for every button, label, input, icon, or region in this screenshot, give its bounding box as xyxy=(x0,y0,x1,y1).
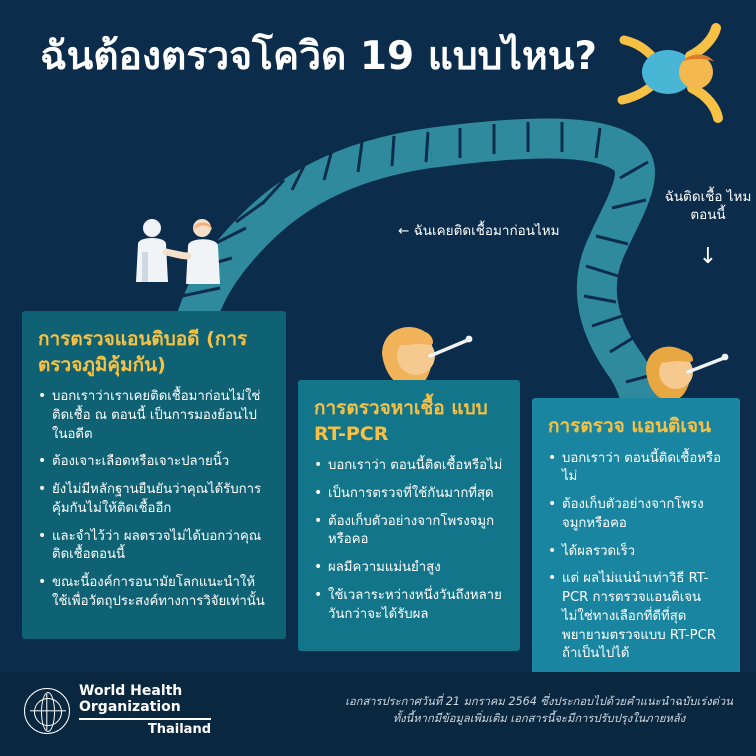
list-item: • ต้องเก็บตัวอย่างจากโพรงจมูกหรือคอ xyxy=(548,496,724,533)
card-antigen-test xyxy=(532,398,740,691)
who-emblem-icon xyxy=(24,688,70,734)
list-item: • และจำไว้ว่า ผลตรวจไม่ได้บอกว่าคุณติดเชื้อตอนนี้ xyxy=(38,528,270,565)
list-item: • แต่ ผลไม่แน่นำเท่าวิธี RT-PCR การตรวจแอนติเจนไม่ใช่ทางเลือกที่ดีที่สุด พยายามตรวจแบบ RT-PCR ถ้าเป็นไปได้ xyxy=(548,570,724,664)
list-item: • ต้องเจาะเลือดหรือเจาะปลายนิ้ว xyxy=(38,453,270,472)
who-org-line-2: Organization xyxy=(79,698,181,715)
card-rtpcr-heading: การตรวจหาเชื้อ แบบ RT-PCR xyxy=(314,397,488,445)
card-antigen-list xyxy=(548,450,724,664)
arrow-down-icon: ↓ xyxy=(698,244,718,270)
list-item: • เป็นการตรวจที่ใช้กันมากที่สุด xyxy=(314,485,504,504)
who-country-label: Thailand xyxy=(147,721,211,737)
illustration-person-top xyxy=(598,22,726,142)
who-logo-divider xyxy=(79,718,211,719)
list-item: • ยังไม่มีหลักฐานยืนยันว่าคุณได้รับการคุ้มกันไม่ให้ติดเชื้ออีก xyxy=(38,481,270,518)
card-rtpcr-test xyxy=(298,380,520,651)
list-item: • ผลมีความแม่นยำสูง xyxy=(314,559,504,578)
list-item: • ต้องเก็บตัวอย่างจากโพรงจมูกหรือคอ xyxy=(314,513,504,550)
who-logo xyxy=(24,684,211,737)
list-item: • บอกเราว่า ตอนนี้ติดเชื้อหรือไม่ xyxy=(548,450,724,487)
annotation-current-infection xyxy=(662,188,754,272)
illustration-two-people xyxy=(128,212,238,296)
card-antibody-list xyxy=(38,388,270,611)
list-item: • บอกเราว่า ตอนนี้ติดเชื้อหรือไม่ xyxy=(314,457,504,476)
who-logo-text xyxy=(79,684,211,737)
card-antibody-test xyxy=(22,311,286,639)
card-antibody-heading: การตรวจแอนติบอดี (การตรวจภูมิคุ้มกัน) xyxy=(38,328,248,376)
card-antigen-heading: การตรวจ แอนติเจน xyxy=(548,415,711,437)
list-item: • ได้ผลรวดเร็ว xyxy=(548,543,724,562)
footer xyxy=(0,672,756,756)
annotation-past-infection xyxy=(398,222,560,240)
list-item: • ใช้เวลาระหว่างหนึ่งวันถึงหลายวันกว่าจะได้รับผล xyxy=(314,587,504,624)
list-item: • ขณะนี้องค์การอนามัยโลกแนะนำให้ใช้เพื่อวัตถุประสงค์ทางการวิจัยเท่านั้น xyxy=(38,574,270,611)
annotation-past-infection-text: ← ฉันเคยติดเชื้อมาก่อนไหม xyxy=(398,223,560,239)
card-rtpcr-list xyxy=(314,457,504,624)
list-item: • บอกเราว่าเราเคยติดเชื้อมาก่อนไม่ใช่ติดเชื้อ ณ ตอนนี้ เป็นการมองย้อนไปในอดีต xyxy=(38,388,270,444)
who-org-line-1: World Health xyxy=(79,683,183,699)
footer-disclaimer: เอกสารประกาศวันที่ 21 มกราคม 2564 ซึ่งประกอบไปด้วยคำแนะนำฉบับเร่งด่วน ทั้งนี้หากมีข้อมูลเพิ่มเติม เอกสารนี้จะมีการปรับปรุงในภายหลัง xyxy=(345,695,733,725)
annotation-current-infection-text: ฉันติดเชื้อ ไหมตอนนี้ xyxy=(664,189,752,224)
page-title: ฉันต้องตรวจโควิด 19 แบบไหน? xyxy=(40,34,597,79)
